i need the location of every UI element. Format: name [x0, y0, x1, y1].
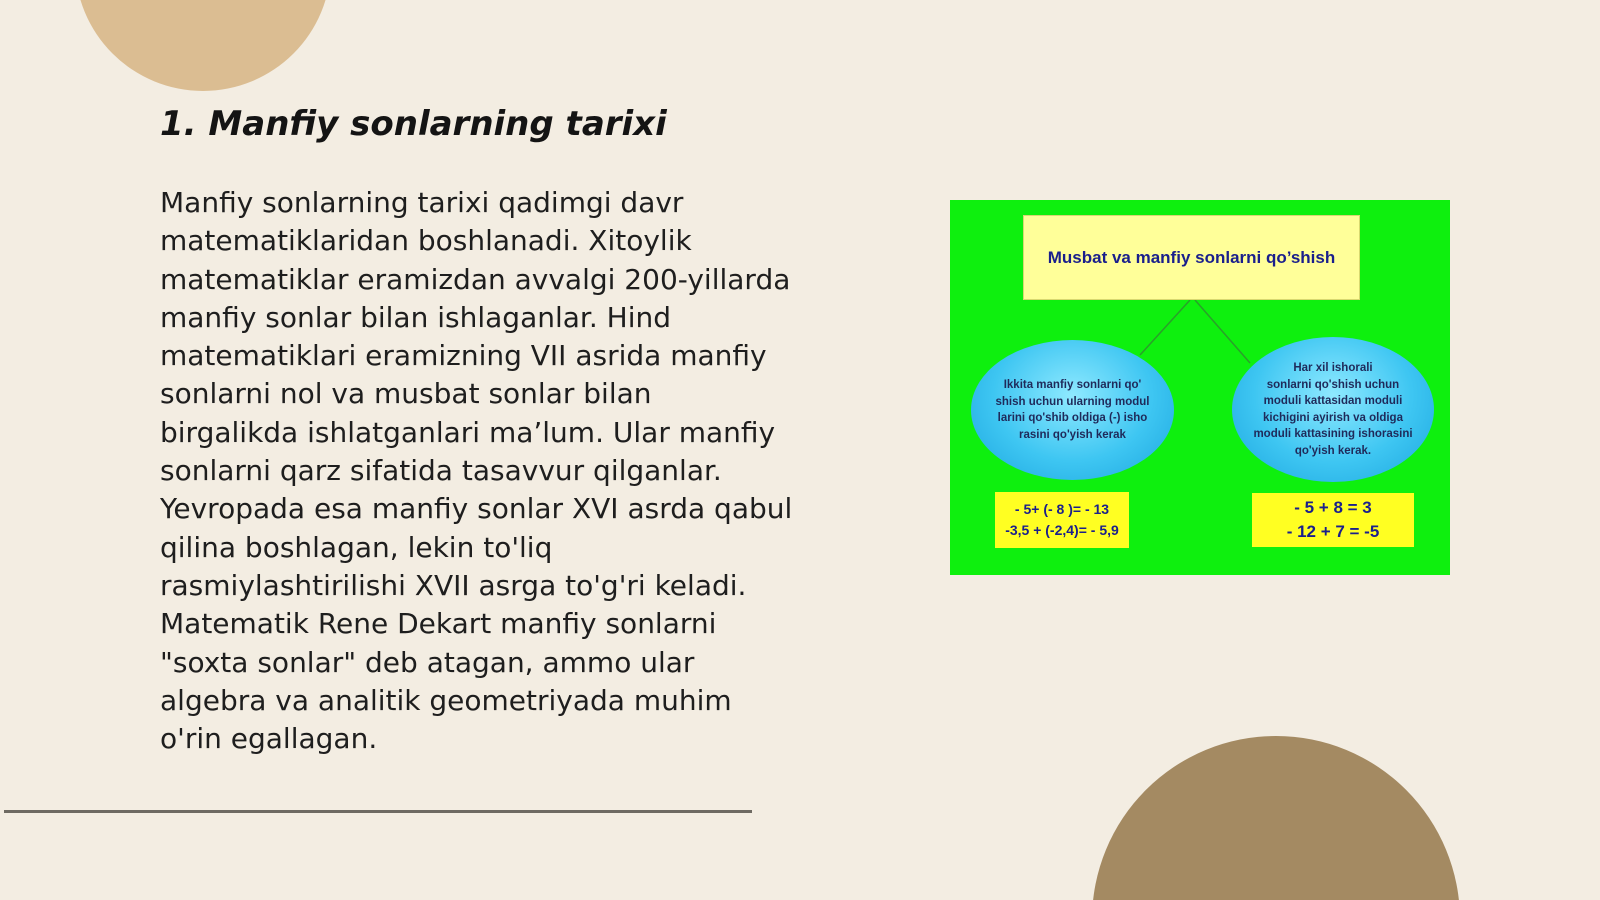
rule-line: qo'yish kerak. — [1294, 444, 1372, 457]
rule-text-left — [996, 377, 1150, 443]
rule-ellipse-left — [971, 340, 1174, 480]
example-line: -3,5 + (-2,4)= - 5,9 — [1005, 522, 1119, 538]
body-line: manfiy sonlar bilan ishlaganlar. Hind — [160, 300, 671, 334]
rule-ellipse-right — [1232, 337, 1434, 482]
rule-line: moduli kattasining ishorasini — [1253, 428, 1413, 440]
body-line: qilina boshlagan, lekin to'liq — [160, 530, 553, 564]
body-line: rasmiylashtirilishi XVII asrga to'g'ri keladi. — [160, 568, 747, 602]
rule-line: Har xil ishorali — [1293, 362, 1373, 374]
decorative-circle-bottom — [1092, 736, 1460, 900]
body-line: Yevropada esa manfiy sonlar XVI asrda qabul — [160, 492, 793, 526]
slide-body-text — [160, 184, 850, 758]
body-line: Manfiy sonlarning tarixi qadimgi davr — [160, 186, 684, 219]
decorative-circle-top — [75, 0, 331, 91]
rule-text-right — [1253, 360, 1412, 459]
diagram-title-box: Musbat va manfiy sonlarni qo’shish — [1023, 215, 1360, 300]
body-line: matematiklaridan boshlanadi. Xitoylik — [160, 224, 692, 258]
rule-line: shish uchun ularning modul — [995, 395, 1150, 408]
body-line: matematiklar eramizdan avvalgi 200-yillarda — [160, 262, 791, 296]
rule-line: Ikkita manfiy sonlarni qo' — [1003, 379, 1142, 391]
example-line: - 5+ (- 8 )= - 13 — [1014, 501, 1110, 517]
rule-line: kichigini ayirish va oldiga — [1263, 411, 1403, 424]
body-line: Matematik Rene Dekart manfiy sonlarni — [160, 607, 717, 641]
diagram-image — [950, 200, 1450, 575]
example-box-left — [995, 492, 1129, 548]
body-line: birgalikda ishlatganlari ma’lum. Ular manfiy — [160, 415, 776, 449]
example-line: - 5 + 8 = 3 — [1294, 498, 1372, 517]
slide-title: 1. Manfiy sonlarning tarixi — [160, 104, 667, 144]
body-line: sonlarni qarz sifatida tasavvur qilganlar. — [160, 454, 722, 488]
body-line: "soxta sonlar" deb atagan, ammo ular — [160, 645, 695, 679]
connector-line-left — [1140, 300, 1190, 355]
body-line: o'rin egallagan. — [160, 722, 378, 756]
rule-line: sonlarni qo'shish uchun — [1266, 378, 1400, 391]
rule-line: moduli kattasidan moduli — [1263, 395, 1403, 407]
example-box-right — [1252, 493, 1414, 547]
horizontal-divider — [4, 810, 752, 813]
body-line: matematiklari eramizning VII asrida manfiy — [160, 339, 767, 373]
body-line: sonlarni nol va musbat sonlar bilan — [160, 377, 652, 411]
rule-line: larini qo'shib oldiga (-) isho — [997, 412, 1148, 424]
connector-line-right — [1195, 300, 1250, 363]
body-line: algebra va analitik geometriyada muhim — [160, 683, 732, 717]
rule-line: rasini qo'yish kerak — [1019, 428, 1126, 441]
example-line: - 12 + 7 = -5 — [1286, 522, 1380, 541]
